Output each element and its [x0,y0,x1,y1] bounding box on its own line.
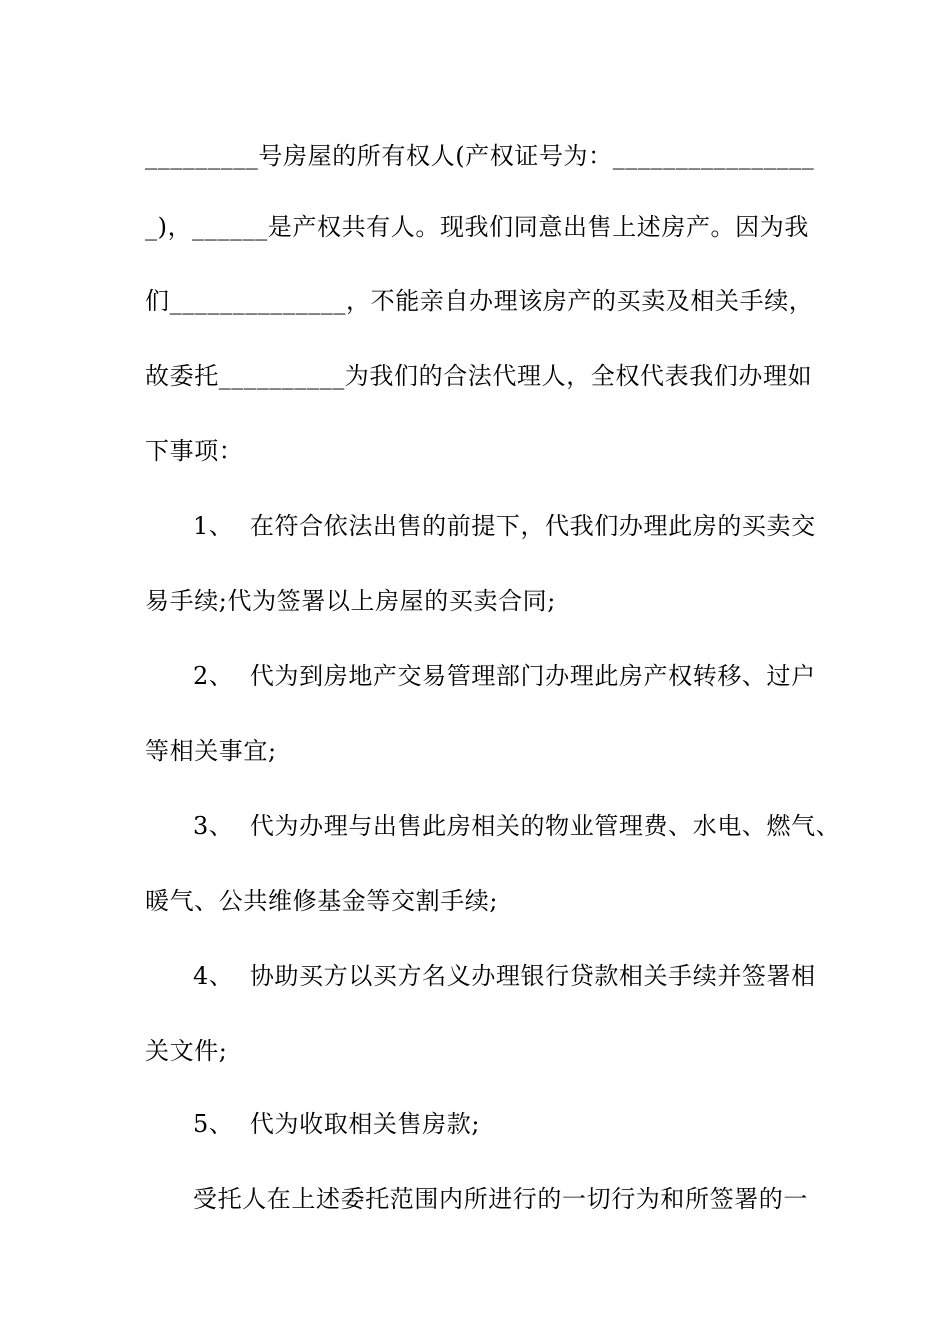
text-line: 关文件; [145,1037,228,1065]
text-line: 下事项： [145,437,244,465]
text-line: _________号房屋的所有权人(产权证号为：________________ [145,142,815,170]
text-line: 暖气、公共维修基金等交割手续; [145,887,499,915]
text-line: 故委托__________为我们的合法代理人，全权代表我们办理如 [145,362,813,390]
text-line: 易手续;代为签署以上房屋的买卖合同; [145,587,556,615]
list-item-1: 1、 在符合依法出售的前提下，代我们办理此房的买卖交 [193,512,816,540]
list-item-5: 5、 代为收取相关售房款; [193,1110,481,1138]
list-item-4: 4、 协助买方以买方名义办理银行贷款相关手续并签署相 [193,962,816,990]
list-item-3: 3、 代为办理与出售此房相关的物业管理费、水电、燃气、 [193,812,841,840]
paragraph-line: 受托人在上述委托范围内所进行的一切行为和所签署的一 [193,1185,808,1213]
text-line: 等相关事宜; [145,737,277,765]
text-line: 们______________，不能亲自办理该房产的买卖及相关手续， [145,287,814,315]
list-item-2: 2、 代为到房地产交易管理部门办理此房产权转移、过户 [193,662,816,690]
text-line: _)，______是产权共有人。现我们同意出售上述房产。因为我 [145,213,809,241]
